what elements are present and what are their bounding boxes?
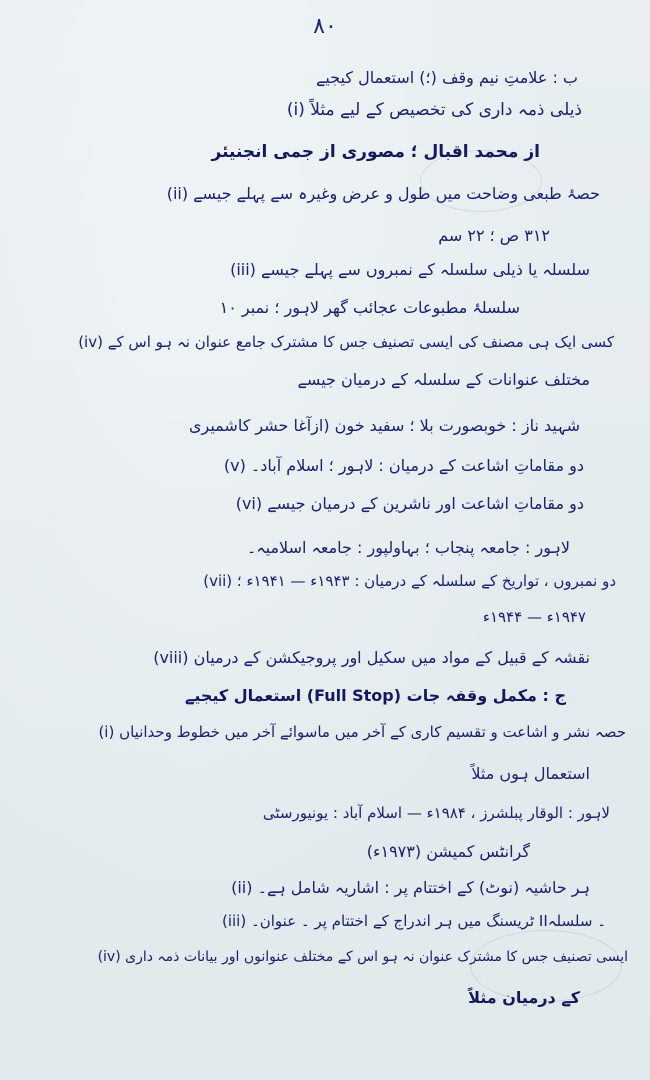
text-line-22: (ii) ہر حاشیہ (نوٹ) کے اختتام پر : اشاریہ شامل ہے۔ [231, 878, 590, 897]
text-line-4: (ii) حصۂ طبعی وضاحت میں طول و عرض وغیرہ سے پہلے جیسے [166, 184, 600, 203]
text-line-9: مختلف عنوانات کے سلسلہ کے درمیان جیسے [297, 370, 590, 389]
text-line-7: سلسلۂ مطبوعات عجائب گھر لاہور ؛ نمبر ۱۰ [219, 298, 520, 317]
text-line-17: ج : مکمل وقفہ جات (Full Stop) استعمال کیجیے [184, 686, 566, 705]
text-line-25: کے درمیان مثلاً [468, 988, 580, 1007]
text-line-5: ۳۱۲ ص ؛ ۲۲ سم [438, 226, 550, 245]
text-line-20: لاہور : الوقار پبلشرز ، ۱۹۸۴ء — اسلام آباد : یونیورسٹی [262, 804, 610, 822]
text-line-13: لاہور : جامعہ پنجاب ؛ بہاولپور : جامعہ اسلامیہ۔ [246, 538, 570, 557]
text-line-14: (vii) دو نمبروں ، تواریخ کے سلسلہ کے درمیان : ۱۹۴۳ء — ۱۹۴۱ء ؛ [203, 572, 616, 590]
text-line-2: (i) ذیلی ذمہ داری کی تخصیص کے لیے مثلاً [286, 100, 582, 120]
text-line-12: (vi) دو مقاماتِ اشاعت اور ناشرین کے درمیان جیسے [235, 494, 584, 513]
text-line-19: استعمال ہوں مثلاً [471, 764, 590, 783]
text-line-10: شہید ناز : خوبصورت بلا ؛ سفید خون (ازآغا حشر کاشمیری [189, 416, 580, 435]
text-line-21: گرانٹس کمیشن (۱۹۷۳ء) [366, 842, 530, 861]
text-line-11: (v) دو مقاماتِ اشاعت کے درمیان : لاہور ؛ اسلام آباد۔ [223, 456, 584, 475]
text-line-3: از محمد اقبال ؛ مصوری از جمی انجنیئر [211, 142, 540, 162]
text-line-23: (iii) ٹریسنگ میں ہر اندراج کے اختتام پر ۔ عنوان۔ II۔ سلسلہ [221, 912, 606, 930]
text-line-8: (iv) کسی ایک ہی مصنف کی ایسی تصنیف جس کا مشترک جامع عنوان نہ ہو اس کے [78, 333, 614, 351]
page-number: ۸۰ [313, 14, 337, 39]
text-line-18: (i) حصہ نشر و اشاعت و تقسیم کاری کے آخر میں ماسوائے آخر میں خطوط وحدانیاں [98, 723, 626, 741]
text-line-6: (iii) سلسلہ یا ذیلی سلسلہ کے نمبروں سے پہلے جیسے [230, 260, 590, 279]
text-line-1: ب : علامتِ نیم وقف (؛) استعمال کیجیے [316, 68, 578, 87]
text-line-16: (viii) نقشہ کے قبیل کے مواد میں سکیل اور پروجیکشن کے درمیان [153, 648, 590, 667]
text-line-15: ۱۹۴۷ء — ۱۹۴۴ء [482, 608, 586, 626]
text-line-24: (iv) ایسی تصنیف جس کا مشترک عنوان نہ ہو اس کے مختلف عنوانوں اور بیانات ذمہ داری [97, 949, 628, 965]
